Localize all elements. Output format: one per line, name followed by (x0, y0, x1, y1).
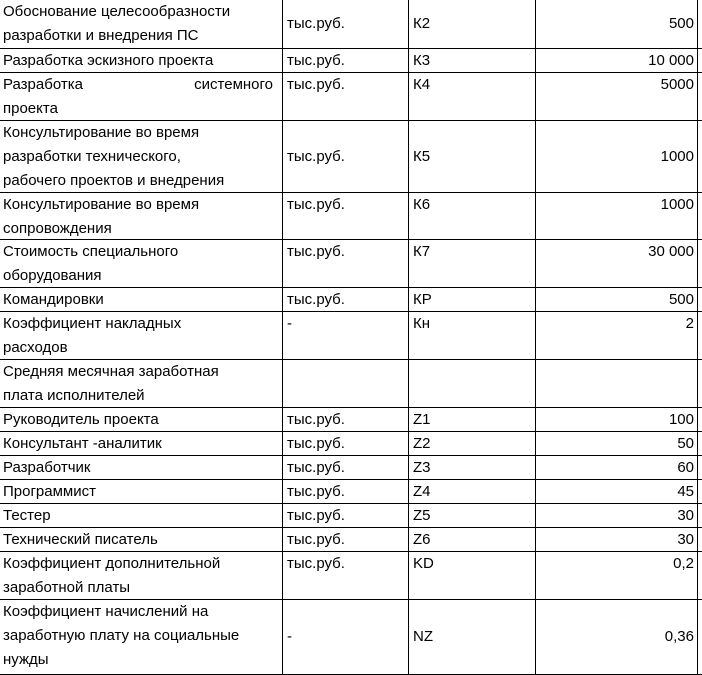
unit-cell-text: тыс.руб. (287, 147, 345, 165)
item-name-cell[interactable] (3, 288, 277, 311)
code-cell[interactable] (413, 552, 533, 599)
unit-cell[interactable] (287, 600, 407, 674)
unit-cell[interactable] (287, 504, 407, 527)
table-row (0, 456, 702, 480)
code-cell-text: Z4 (413, 482, 431, 500)
item-name-line: Разработка эскизного проекта (3, 52, 214, 69)
code-cell-text: Z5 (413, 506, 431, 524)
value-cell-text: 2 (685, 315, 694, 332)
value-cell-text: 5000 (660, 76, 694, 93)
item-name-line: рабочего проектов и внедрения (3, 172, 225, 189)
item-name-line: сопровождения (3, 220, 112, 237)
item-name-line: Программист (3, 483, 96, 500)
value-cell-text: 30 (677, 530, 694, 548)
code-cell[interactable] (413, 600, 533, 674)
item-name-cell[interactable] (3, 360, 277, 407)
item-name-cell[interactable] (3, 600, 277, 674)
unit-cell[interactable] (287, 240, 407, 287)
item-name-line: Консультирование во время (3, 124, 200, 141)
item-name-line: Обоснование целесообразности (3, 3, 231, 20)
unit-cell[interactable] (287, 456, 407, 479)
code-cell-text: Z3 (413, 458, 431, 476)
item-name-cell[interactable] (3, 0, 277, 48)
code-cell[interactable] (413, 504, 533, 527)
table-row (0, 193, 702, 240)
code-cell-text: К4 (413, 76, 431, 93)
table-row (0, 73, 702, 121)
unit-cell[interactable] (287, 432, 407, 455)
unit-cell-text: тыс.руб. (287, 458, 345, 476)
code-cell[interactable] (413, 73, 533, 120)
unit-cell-text: тыс.руб. (287, 290, 345, 308)
code-cell-text: NZ (413, 628, 433, 645)
code-cell-text: К6 (413, 196, 431, 213)
item-name-line: Консультирование во время (3, 196, 200, 213)
table-row (0, 240, 702, 288)
code-cell[interactable] (413, 288, 533, 311)
item-name-line: нужды (3, 651, 49, 668)
value-cell[interactable] (540, 288, 694, 311)
value-cell-text: 0,2 (673, 555, 694, 572)
item-name-cell[interactable] (3, 73, 277, 120)
code-cell-text: Z6 (413, 530, 431, 548)
code-cell-text: KD (413, 555, 434, 572)
item-name-cell[interactable] (3, 528, 277, 551)
unit-cell-text: тыс.руб. (287, 196, 345, 213)
value-cell-text: 1000 (660, 196, 694, 213)
code-cell[interactable] (413, 360, 533, 407)
value-cell[interactable] (540, 552, 694, 599)
table-row (0, 360, 702, 408)
code-cell[interactable] (413, 408, 533, 431)
table-row (0, 312, 702, 360)
code-cell[interactable] (413, 312, 533, 359)
unit-cell[interactable] (287, 408, 407, 431)
item-name-line: Средняя месячная заработная (3, 363, 219, 380)
value-cell[interactable] (540, 240, 694, 287)
code-cell-text: Z2 (413, 434, 431, 452)
code-cell[interactable] (413, 528, 533, 551)
table-row (0, 288, 702, 312)
unit-cell-text: тыс.руб. (287, 530, 345, 548)
table-row (0, 121, 702, 193)
code-cell-text: КР (413, 290, 432, 308)
item-name-cell[interactable] (3, 193, 277, 239)
item-name-cell[interactable] (3, 121, 277, 192)
code-cell[interactable] (413, 193, 533, 239)
item-name-line: Технический писатель (3, 531, 158, 548)
value-cell[interactable] (540, 49, 694, 72)
item-name-line: разработки технического, (3, 148, 181, 165)
unit-cell[interactable] (287, 288, 407, 311)
item-name-cell[interactable] (3, 408, 277, 431)
unit-cell-text: тыс.руб. (287, 76, 345, 93)
value-cell-text: 45 (677, 482, 694, 500)
value-cell-text: 60 (677, 458, 694, 476)
value-cell[interactable] (540, 432, 694, 455)
item-name-cell[interactable] (3, 552, 277, 599)
item-name-line: оборудования (3, 267, 102, 284)
code-cell-text: К7 (413, 243, 431, 260)
value-cell[interactable] (540, 312, 694, 359)
item-name-cell[interactable] (3, 456, 277, 479)
unit-cell-text: тыс.руб. (287, 555, 345, 572)
code-cell[interactable] (413, 121, 533, 192)
unit-cell-text: тыс.руб. (287, 410, 345, 428)
table-row (0, 504, 702, 528)
item-name-line: Стоимость специального (3, 243, 179, 260)
item-name-line: Консультант -аналитик (3, 435, 162, 452)
table-row (0, 528, 702, 552)
value-cell[interactable] (540, 456, 694, 479)
unit-cell-text: тыс.руб. (287, 15, 345, 32)
value-cell[interactable] (540, 480, 694, 503)
code-cell[interactable] (413, 0, 533, 48)
value-cell[interactable] (540, 0, 694, 48)
unit-cell[interactable] (287, 552, 407, 599)
item-name-line: Коэффициент накладных (3, 315, 182, 332)
item-name-line: Разработка системного (3, 76, 273, 93)
item-name-cell[interactable] (3, 312, 277, 359)
item-name-line: Разработчик (3, 459, 91, 476)
unit-cell[interactable] (287, 193, 407, 239)
item-name-cell[interactable] (3, 432, 277, 455)
item-name-line: Руководитель проекта (3, 411, 159, 428)
table-row (0, 552, 702, 600)
code-cell-text: К2 (413, 15, 431, 32)
unit-cell-text: - (287, 315, 292, 332)
item-name-line: заработной платы (3, 579, 131, 596)
value-cell-text: 50 (677, 434, 694, 452)
value-cell[interactable] (540, 504, 694, 527)
item-name-line: разработки и внедрения ПС (3, 27, 199, 44)
value-cell[interactable] (540, 193, 694, 239)
item-name-line: заработную плату на социальные (3, 627, 240, 644)
value-cell-text: 30 000 (648, 243, 694, 260)
unit-cell[interactable] (287, 528, 407, 551)
unit-cell[interactable] (287, 480, 407, 503)
value-cell-text: 500 (668, 15, 694, 32)
unit-cell[interactable] (287, 49, 407, 72)
item-name-line: расходов (3, 339, 68, 356)
unit-cell-text: тыс.руб. (287, 506, 345, 524)
unit-cell[interactable] (287, 73, 407, 120)
value-cell-text: 500 (668, 290, 694, 308)
item-name-line: Тестер (3, 507, 51, 524)
item-name-line: проекта (3, 100, 58, 117)
unit-cell-text: - (287, 628, 292, 645)
code-cell[interactable] (413, 49, 533, 72)
code-cell[interactable] (413, 432, 533, 455)
table-row (0, 480, 702, 504)
value-cell-text: 100 (668, 410, 694, 428)
unit-cell-text: тыс.руб. (287, 243, 345, 260)
unit-cell[interactable] (287, 312, 407, 359)
code-cell[interactable] (413, 480, 533, 503)
code-cell[interactable] (413, 456, 533, 479)
item-name-line: Коэффициент начислений на (3, 603, 209, 620)
table-row (0, 49, 702, 73)
unit-cell[interactable] (287, 360, 407, 407)
code-cell-text: Кн (413, 315, 431, 332)
code-cell-text: К3 (413, 51, 431, 69)
table-row (0, 432, 702, 456)
value-cell[interactable] (540, 360, 694, 407)
unit-cell-text: тыс.руб. (287, 482, 345, 500)
item-name-line: Коэффициент дополнительной (3, 555, 221, 572)
unit-cell-text: тыс.руб. (287, 51, 345, 69)
value-cell[interactable] (540, 408, 694, 431)
table-row (0, 408, 702, 432)
unit-cell[interactable] (287, 0, 407, 48)
unit-cell-text: тыс.руб. (287, 434, 345, 452)
code-cell[interactable] (413, 240, 533, 287)
value-cell[interactable] (540, 73, 694, 120)
value-cell-text: 10 000 (648, 51, 694, 69)
value-cell-text: 30 (677, 506, 694, 524)
table-row (0, 600, 702, 675)
item-name-cell[interactable] (3, 504, 277, 527)
unit-cell[interactable] (287, 121, 407, 192)
item-name-line: плата исполнителей (3, 387, 145, 404)
value-cell-text: 1000 (660, 147, 694, 165)
value-cell-text: 0,36 (664, 628, 694, 645)
value-cell[interactable] (540, 528, 694, 551)
code-cell-text: Z1 (413, 410, 431, 428)
item-name-cell[interactable] (3, 49, 277, 72)
item-name-cell[interactable] (3, 480, 277, 503)
item-name-cell[interactable] (3, 240, 277, 287)
code-cell-text: К5 (413, 147, 431, 165)
table-row (0, 0, 702, 49)
item-name-line: Командировки (3, 291, 104, 308)
value-cell[interactable] (540, 600, 694, 674)
value-cell[interactable] (540, 121, 694, 192)
